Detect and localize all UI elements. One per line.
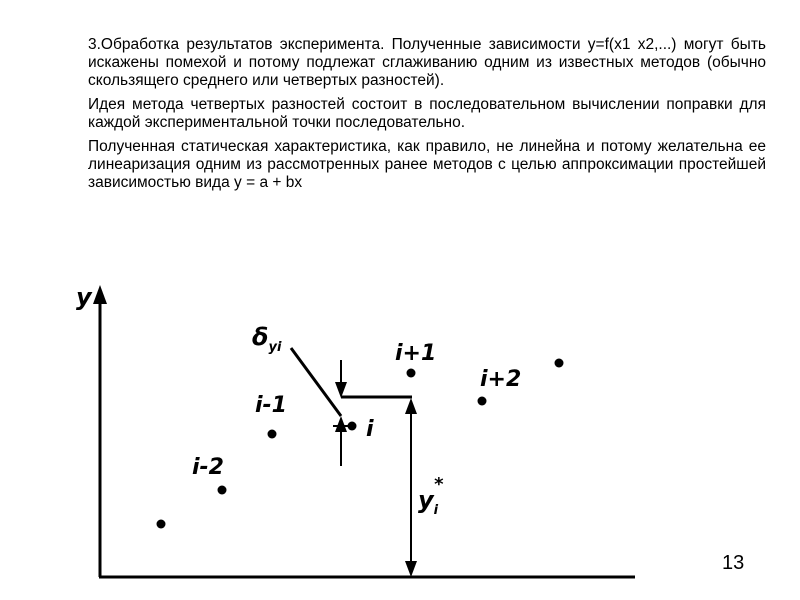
slide-text [88, 36, 766, 198]
paragraph-fourth-differences: Идея метода четвертых разностей состоит в последовательном вычислении поправки для каждой экспериментальной точки последовательно. [88, 96, 766, 131]
label-i: i [366, 417, 374, 442]
delta-leader-line [291, 348, 341, 416]
data-point-1 [157, 520, 166, 529]
y-axis-arrow-icon [93, 285, 107, 304]
data-point-i-minus-1 [268, 430, 277, 439]
data-point-7 [555, 359, 564, 368]
smoothing-diagram [0, 270, 800, 600]
yi-star-arrow-down-icon [405, 561, 417, 577]
yi-star-label: $y_i*$ [418, 474, 444, 518]
delta-label: $\delta_{yi}$ [252, 323, 282, 355]
paragraph-processing: 3.Обработка результатов эксперимента. Полученные зависимости y=f(x1 x2,...) могут быть искажены помехой и потому подлежат сглаживанию одним из известных методов (обычно скользящего среднего или четвертых разностей). [88, 36, 766, 89]
paragraph-linearization: Полученная статическая характеристика, как правило, не линейна и потому желательна ее линеаризация одним из рассмотренных ранее методов с целью аппроксимации простейшей зависимостью вида y = a + bx [88, 138, 766, 191]
correction-arrow-up-icon [335, 416, 347, 432]
y-axis-label: y [76, 283, 92, 311]
data-point-i-plus-2 [478, 397, 487, 406]
label-i-plus-1: i+1 [395, 341, 437, 366]
label-i-minus-1: i-1 [255, 393, 287, 418]
label-i-minus-2: i-2 [192, 455, 224, 480]
data-point-i-plus-1 [407, 369, 416, 378]
data-point-i-minus-2 [218, 486, 227, 495]
yi-star-arrow-up-icon [405, 398, 417, 414]
page-number: 13 [722, 552, 745, 574]
label-i-plus-2: i+2 [480, 367, 522, 392]
